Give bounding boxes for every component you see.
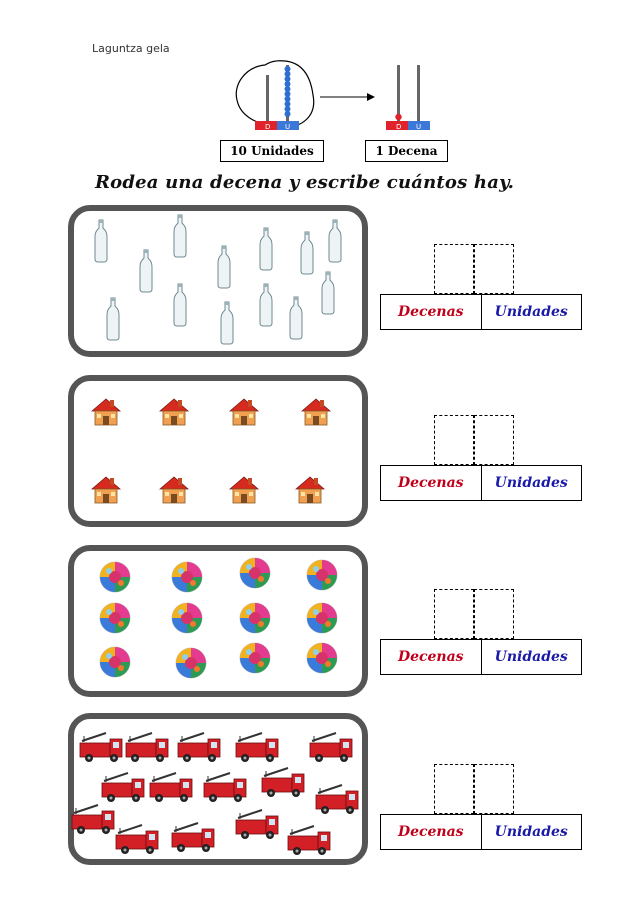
fire-truck-icon — [236, 733, 278, 762]
fire-truck-icon — [102, 773, 144, 802]
unidades-write-box[interactable] — [474, 764, 514, 814]
decenas-write-box[interactable] — [434, 764, 474, 814]
abacus-u-letter: U — [285, 123, 291, 131]
decenas-write-box[interactable] — [434, 589, 474, 639]
place-value-box — [380, 814, 582, 850]
unidades-write-box[interactable] — [474, 589, 514, 639]
fire-truck-icon — [288, 826, 330, 855]
helper-label: Laguntza gela — [92, 42, 170, 55]
decenas-label: Decenas — [381, 640, 482, 674]
fire-truck-icon — [80, 733, 122, 762]
fire-truck-icon — [204, 773, 246, 802]
fire-truck-icon — [126, 733, 168, 762]
decenas-label: Decenas — [381, 815, 482, 849]
fire-truck-icon — [72, 805, 114, 834]
fire-truck-icon — [262, 768, 304, 797]
place-value-box — [380, 639, 582, 675]
decenas-write-box[interactable] — [434, 244, 474, 294]
fire-truck-icon — [316, 785, 358, 814]
decenas-label: Decenas — [381, 295, 482, 329]
unidades-write-box[interactable] — [474, 415, 514, 465]
instruction-title: Rodea una decena y escribe cuántos hay. — [95, 172, 515, 193]
fire-truck-icon — [116, 825, 158, 854]
unidades-label: Unidades — [494, 649, 568, 665]
abacus-d-letter: D — [265, 123, 271, 131]
label-10-unidades: 10 Unidades — [220, 140, 324, 162]
place-value-box — [380, 465, 582, 501]
unidades-label: Unidades — [494, 475, 568, 491]
svg-text:U: U — [416, 123, 422, 131]
label-1-decena: 1 Decena — [365, 140, 448, 162]
decenas-write-box[interactable] — [434, 415, 474, 465]
place-value-box — [380, 294, 582, 330]
unidades-write-box[interactable] — [474, 244, 514, 294]
svg-text:D: D — [396, 123, 402, 131]
decenas-label: Decenas — [381, 466, 482, 500]
fire-truck-icon — [310, 733, 352, 762]
fire-truck-icon — [150, 773, 192, 802]
unidades-label: Unidades — [494, 824, 568, 840]
fire-truck-icon — [236, 810, 278, 839]
fire-truck-icon — [172, 823, 214, 852]
unidades-label: Unidades — [494, 304, 568, 320]
fire-truck-icon — [178, 733, 220, 762]
